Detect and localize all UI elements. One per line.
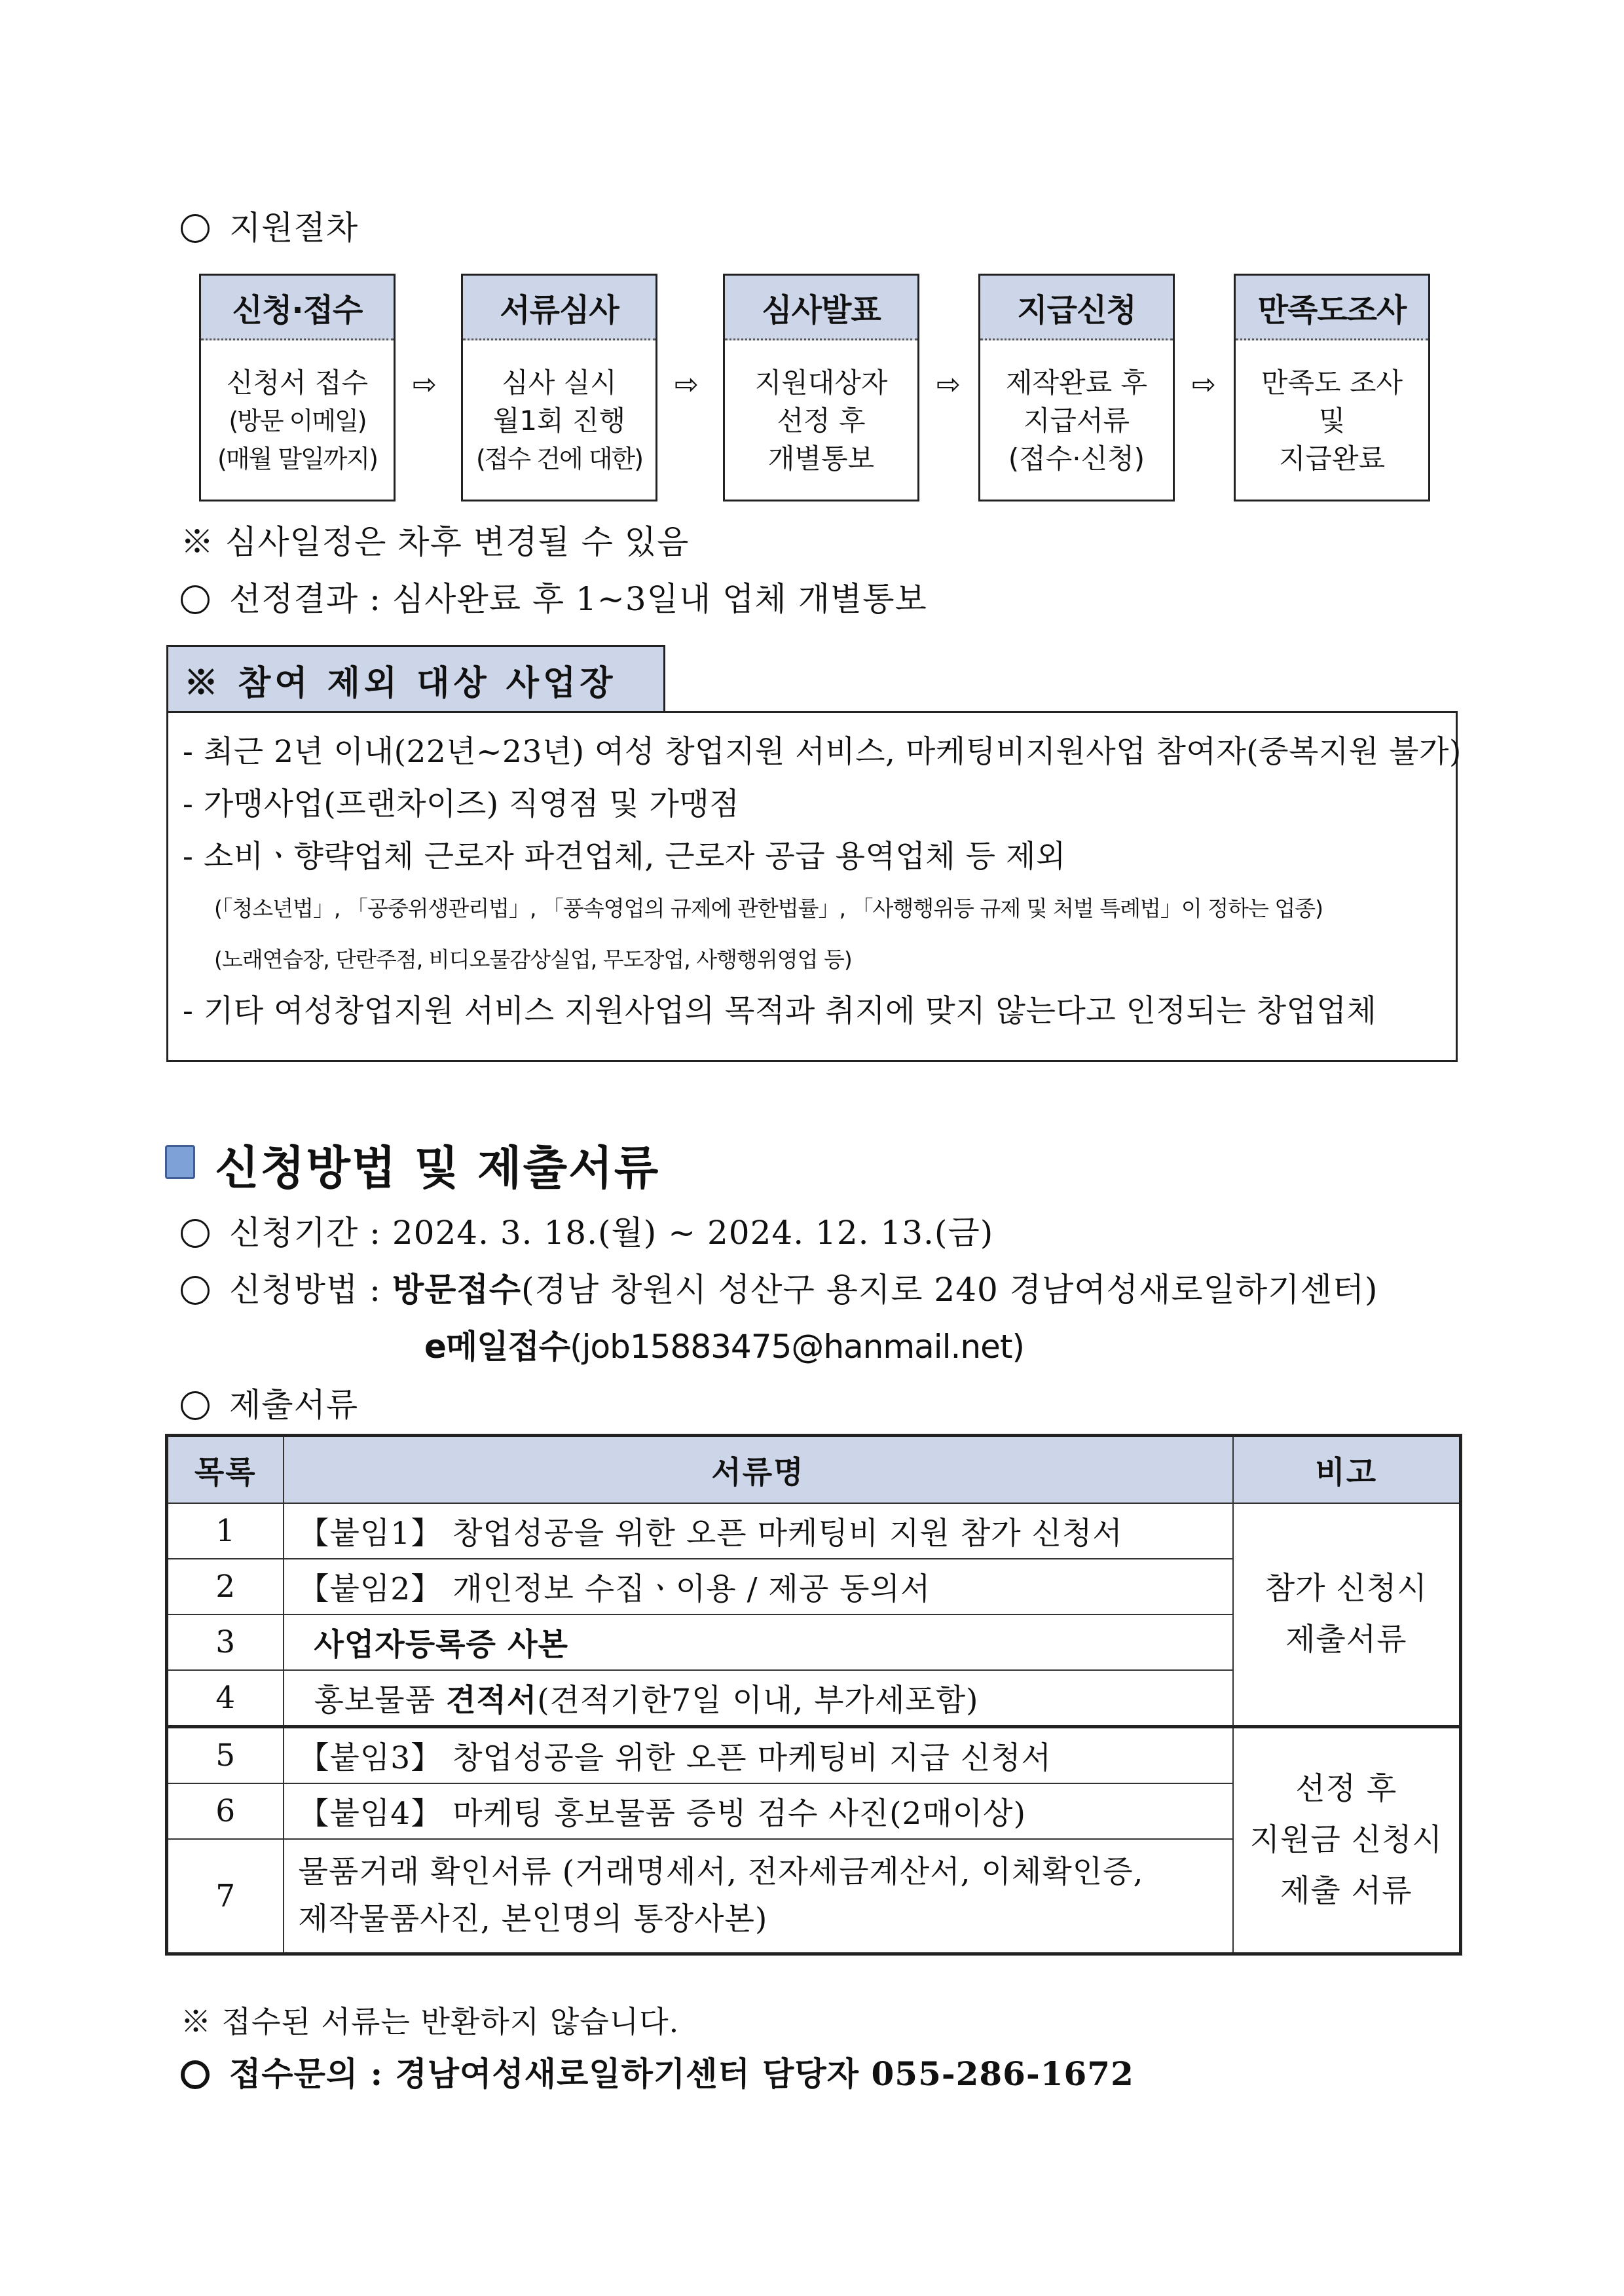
step-line: 신청서 접수	[226, 367, 369, 399]
step-line: 지급완료	[1278, 443, 1386, 475]
row-name: 【붙임2】 개인정보 수집ㆍ이용 / 제공 동의서	[284, 1559, 1233, 1614]
schedule-note: ※ 심사일정은 차후 변경될 수 있음	[181, 523, 690, 561]
row-name: 【붙임4】 마케팅 홍보물품 증빙 검수 사진(2매이상)	[284, 1783, 1233, 1839]
row-no: 4	[167, 1670, 284, 1727]
header-remark: 비고	[1233, 1436, 1461, 1504]
row-no: 2	[167, 1559, 284, 1614]
row-name: 【붙임1】 창업성공을 위한 오픈 마케팅비 지원 참가 신청서	[284, 1503, 1233, 1559]
exclusion-box	[166, 711, 1462, 1062]
step-line: (매월 말일까지)	[217, 445, 377, 473]
step-title: 지급신청	[980, 276, 1173, 340]
row-no: 7	[167, 1839, 284, 1954]
row-name: 홍보물품 견적서(견적기한7일 이내, 부가세포함)	[284, 1670, 1233, 1727]
step-line: 선정 후	[777, 405, 866, 437]
arrow-right-icon: ⇨	[413, 368, 437, 401]
arrow-right-icon: ⇨	[674, 368, 699, 401]
circle-bullet-icon	[181, 214, 210, 243]
documents-table	[165, 1434, 1462, 1956]
step-line: 월1회 진행	[492, 405, 626, 437]
row-no: 5	[167, 1727, 284, 1784]
step-document-review	[461, 274, 657, 501]
exclusion-title: ※ 참여 제외 대상 사업장	[166, 645, 665, 712]
remark-after-selection: 선정 후 지원금 신청시 제출 서류	[1233, 1727, 1461, 1954]
step-announcement	[723, 274, 919, 501]
step-satisfaction-survey	[1234, 274, 1430, 501]
circle-bullet-icon	[181, 1219, 210, 1248]
row-name: 물품거래 확인서류 (거래명세서, 전자세금계산서, 이체확인증, 제작물품사진, 본인명의 통장사본)	[284, 1839, 1233, 1954]
section-title: 신청방법 및 제출서류	[215, 1141, 660, 1195]
step-payment-request	[978, 274, 1175, 501]
exclusion-note: (「청소년법」, 「공중위생관리법」, 「풍속영업의 규제에 관한법률」, 「사행행위등 규제 및 처벌 특례법」이 정하는 업종)	[214, 896, 1323, 921]
step-line: (접수·신청)	[1008, 443, 1145, 475]
circle-bullet-icon	[181, 1391, 210, 1420]
row-no: 1	[167, 1503, 284, 1559]
row-no: 6	[167, 1783, 284, 1839]
step-line: (접수 건에 대한)	[475, 445, 643, 473]
row-no: 3	[167, 1614, 284, 1670]
selection-result: 선정결과 : 심사완료 후 1~3일내 업체 개별통보	[181, 579, 927, 619]
step-line: 만족도 조사	[1261, 367, 1403, 399]
application-period: 신청기간 : 2024. 3. 18.(월) ~ 2024. 12. 13.(금)	[181, 1213, 993, 1252]
table-header-row	[167, 1436, 1461, 1504]
step-title: 서류심사	[463, 276, 655, 340]
procedure-heading: 지원절차	[181, 208, 358, 247]
documents-heading: 제출서류	[181, 1385, 358, 1425]
table-row	[167, 1727, 1461, 1784]
table-row	[167, 1503, 1461, 1559]
method-visit-label: 방문접수	[392, 1270, 522, 1309]
exclusion-item: - 기타 여성창업지원 서비스 지원사업의 목적과 취지에 맞지 않는다고 인정되는 창업업체	[183, 993, 1377, 1029]
step-line: 심사 실시	[502, 367, 617, 399]
application-method: 신청방법 : 방문접수(경남 창원시 성산구 용지로 240 경남여성새로일하기센터)	[181, 1270, 1378, 1309]
step-title: 신청·접수	[201, 276, 394, 340]
step-line: 개별통보	[767, 443, 875, 475]
exclusion-item: - 최근 2년 이내(22년~23년) 여성 창업지원 서비스, 마케팅비지원사업 참여자(중복지원 불가)	[183, 734, 1462, 770]
circle-bullet-icon	[181, 585, 210, 614]
row-name: 【붙임3】 창업성공을 위한 오픈 마케팅비 지급 신청서	[284, 1727, 1233, 1784]
circle-bullet-icon	[181, 1276, 210, 1305]
step-line: 및	[1318, 405, 1346, 437]
step-line: 지원대상자	[754, 367, 888, 399]
arrow-right-icon: ⇨	[1192, 368, 1216, 401]
step-line: 제작완료 후	[1005, 367, 1148, 399]
step-title: 심사발표	[725, 276, 917, 340]
circle-bullet-icon	[181, 2060, 210, 2089]
step-line: 지급서류	[1023, 405, 1130, 437]
header-no: 목록	[167, 1436, 284, 1504]
method-email-label: e메일접수	[424, 1328, 570, 1366]
step-title: 만족도조사	[1236, 276, 1428, 340]
row-name: 사업자등록증 사본	[284, 1614, 1233, 1670]
contact-info: 접수문의 : 경남여성새로일하기센터 담당자 055-286-1672	[181, 2054, 1134, 2094]
step-application	[199, 274, 396, 501]
arrow-right-icon: ⇨	[936, 368, 961, 401]
exclusion-item: - 가맹사업(프랜차이즈) 직영점 및 가맹점	[183, 786, 740, 822]
header-name: 서류명	[284, 1436, 1233, 1504]
footnote: ※ 접수된 서류는 반환하지 않습니다.	[181, 2004, 680, 2039]
exclusion-item: - 소비ㆍ향략업체 근로자 파견업체, 근로자 공급 용역업체 등 제외	[183, 839, 1066, 875]
exclusion-note: (노래연습장, 단란주점, 비디오물감상실업, 무도장업, 사행행위영업 등)	[214, 947, 852, 972]
step-line: (방문 이메일)	[229, 407, 366, 435]
application-email: e메일접수(job15883475@hanmail.net)	[424, 1328, 1024, 1366]
remark-participation: 참가 신청시 제출서류	[1233, 1503, 1461, 1727]
section-square-icon	[165, 1145, 195, 1179]
